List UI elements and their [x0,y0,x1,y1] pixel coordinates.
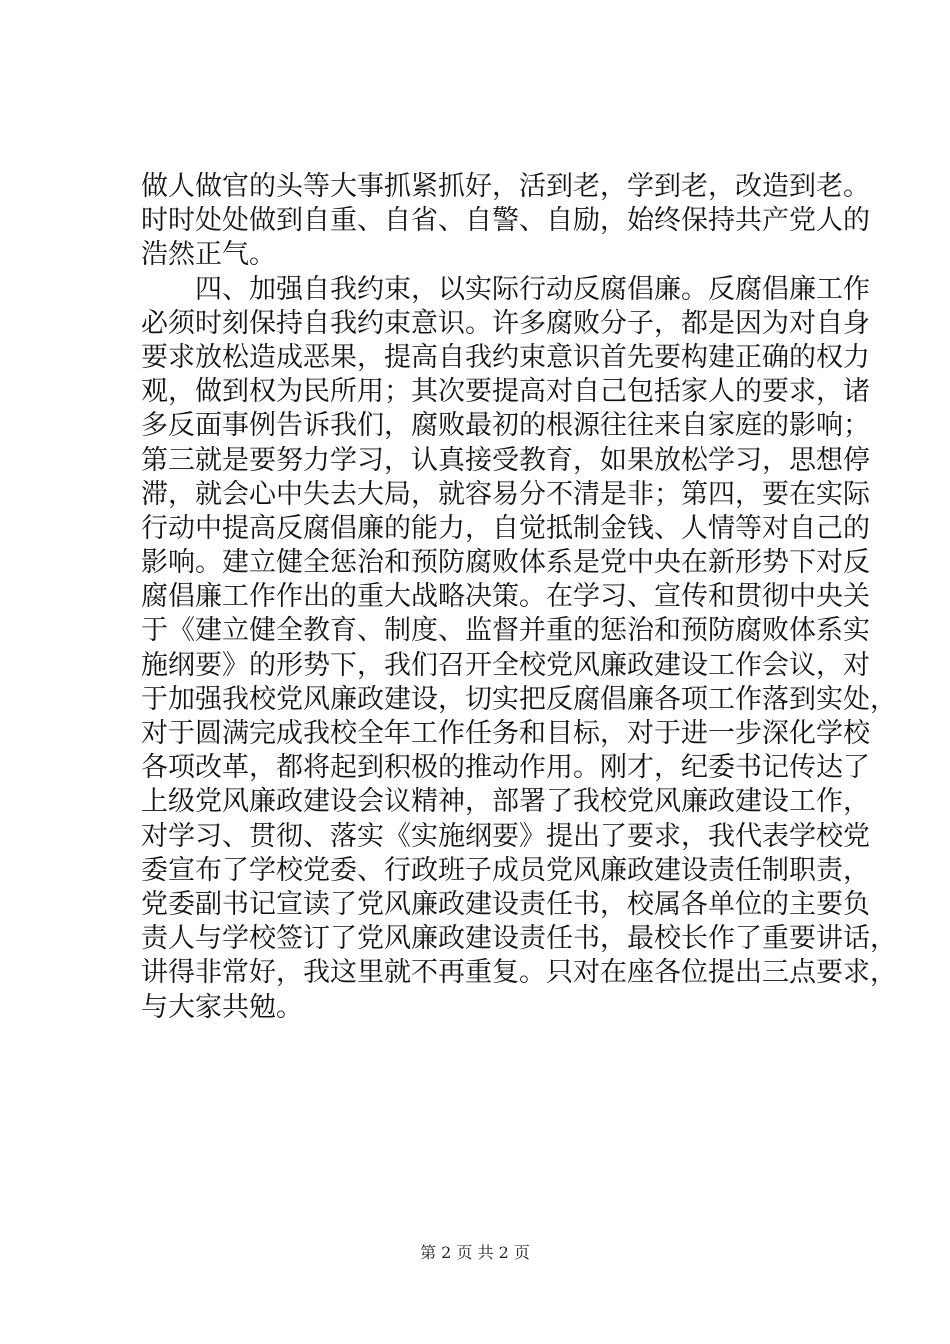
text-line: 腐倡廉工作作出的重大战略决策。在学习、宣传和贯彻中央关 [141,581,870,613]
text-line: 多反面事例告诉我们，腐败最初的根源往往来自家庭的影响； [141,410,870,442]
text-line: 行动中提高反腐倡廉的能力，自觉抵制金钱、人情等对自己的 [141,512,870,544]
text-line: 滞，就会心中失去大局，就容易分不清是非；第四，要在实际 [141,478,870,510]
text-line: 上级党风廉政建设会议精神，部署了我校党风廉政建设工作， [141,786,870,818]
text-line: 讲得非常好，我这里就不再重复。只对在座各位提出三点要求， [141,957,897,989]
text-line: 于加强我校党风廉政建设，切实把反腐倡廉各项工作落到实处， [141,683,897,715]
text-line: 施纲要》的形势下，我们召开全校党风廉政建设工作会议，对 [141,649,870,681]
text-line: 必须时刻保持自我约束意识。许多腐败分子，都是因为对自身 [141,307,870,339]
text-line: 责人与学校签订了党风廉政建设责任书，最校长作了重要讲话， [141,923,897,955]
text-line: 党委副书记宣读了党风廉政建设责任书，校属各单位的主要负 [141,888,870,920]
text-line: 对于圆满完成我校全年工作任务和目标，对于进一步深化学校 [141,718,870,749]
text-line: 委宣布了学校党委、行政班子成员党风廉政建设责任制职责， [141,854,870,886]
text-line: 于《建立健全教育、制度、监督并重的惩治和预防腐败体系实 [141,615,870,647]
text-line: 对学习、贯彻、落实《实施纲要》提出了要求，我代表学校党 [141,820,870,852]
text-line: 各项改革，都将起到积极的推动作用。刚才，纪委书记传达了 [141,752,870,784]
text-line: 四、加强自我约束，以实际行动反腐倡廉。反腐倡廉工作 [195,273,870,305]
text-line: 第三就是要努力学习，认真接受教育，如果放松学习，思想停 [141,444,870,476]
text-line: 浩然正气。 [141,239,276,271]
page-footer: 第 2 页 共 2 页 [420,1243,530,1262]
text-line: 做人做官的头等大事抓紧抓好，活到老，学到老，改造到老。 [141,171,870,202]
text-line: 时时处处做到自重、自省、自警、自励，始终保持共产党人的 [141,205,870,237]
body-text [141,170,897,1025]
text-line: 观，做到权为民所用；其次要提高对自己包括家人的要求，诸 [141,376,870,408]
text-line: 与大家共勉。 [141,991,303,1023]
text-line: 要求放松造成恶果，提高自我约束意识首先要构建正确的权力 [141,341,870,373]
text-line: 影响。建立健全惩治和预防腐败体系是党中央在新形势下对反 [141,547,870,579]
